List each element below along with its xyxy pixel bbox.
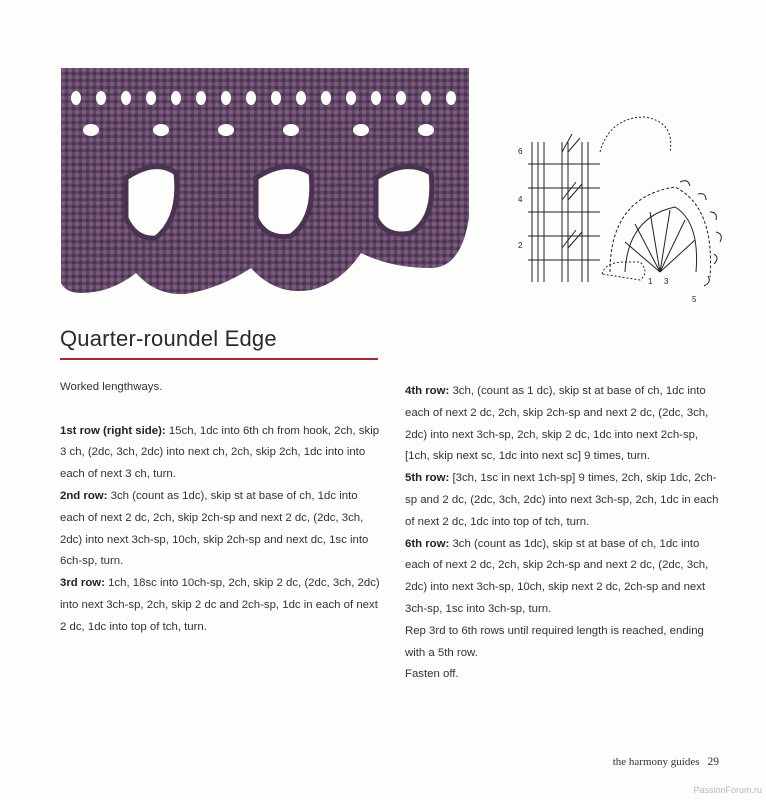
pattern-title: Quarter-roundel Edge xyxy=(60,326,277,351)
guide-name: the harmony guides xyxy=(612,756,700,768)
row-instruction xyxy=(60,486,380,573)
row-instruction xyxy=(405,468,725,533)
row-instruction xyxy=(60,573,380,638)
page-footer xyxy=(613,756,719,768)
row-text: 3ch (count as 1dc), skip st at base of ch, 1dc into each of next 2 dc, 2ch, skip 2ch-sp and next 2 dc, (2dc, 3ch, 2dc) into next 3ch-sp, 10ch, skip 2ch-sp and next dc, 1sc into 6ch-sp, turn. xyxy=(60,489,369,568)
crochet-sample-photo xyxy=(61,68,469,300)
crochet-symbol-chart xyxy=(510,112,736,308)
watermark: PassionForum.ru xyxy=(693,785,762,795)
row-text: 3ch (count as 1dc), skip st at base of ch, 1dc into each of next 2 dc, 2ch, skip 2ch-sp and next 2 dc, (2dc, 3ch, 2dc) into next 3ch-sp, 10ch, skip next 2 dc, 2ch-sp and next 3ch-sp, 1sc into 3ch-sp, turn. xyxy=(405,537,709,615)
row-label: 5th row: xyxy=(405,472,450,485)
page-number: 29 xyxy=(707,756,719,768)
row-text: 1ch, 18sc into 10ch-sp, 2ch, skip 2 dc, (2dc, 3ch, 2dc) into next 3ch-sp, 2ch, skip 2 dc and 2ch-sp, 1dc in each of next 2 dc, 1dc into top of tch, turn. xyxy=(60,577,380,633)
instructions-right-column xyxy=(405,381,725,686)
chart-row-1: 1 xyxy=(648,277,653,286)
row-label: 4th row: xyxy=(405,385,450,397)
chart-row-3: 3 xyxy=(664,277,669,286)
row-instruction xyxy=(405,534,725,621)
chart-row-2: 2 xyxy=(518,241,523,250)
chart-row-4: 4 xyxy=(518,195,523,204)
row-instruction xyxy=(60,421,380,486)
instructions-left-column xyxy=(60,377,380,639)
row-label: 6th row: xyxy=(405,537,450,550)
row-label: 2nd row: xyxy=(60,489,108,502)
repeat-instruction: Rep 3rd to 6th rows until required length is reached, ending with a 5th row. xyxy=(405,624,704,659)
row-label: 1st row (right side): xyxy=(60,424,166,437)
chart-row-5: 5 xyxy=(692,295,697,304)
row-text: [3ch, 1sc in next 1ch-sp] 9 times, 2ch, skip 1dc, 2ch-sp and 2 dc, (2dc, 3ch, 2dc) into next 3ch-sp, 2ch, 1dc in each of next 2 dc, 1dc into top of tch, turn. xyxy=(405,472,719,528)
row-text: 3ch, (count as 1 dc), skip st at base of ch, 1dc into each of next 2 dc, 2ch, skip 2ch-sp and next 2 dc, (2dc, 3ch, 2dc) into next 3ch-sp, 2ch, skip 2 dc, 1dc into next 2ch-sp, [1ch, skip next sc, 1dc into next sc] 9 times, turn. xyxy=(405,385,709,463)
row-instruction xyxy=(405,381,725,468)
intro-text: Worked lengthways. xyxy=(60,381,163,393)
row-text: 15ch, 1dc into 6th ch from hook, 2ch, skip 3 ch, (2dc, 3ch, 2dc) into next ch, 2ch, skip 2ch, 1dc into into each of next 3 ch, turn. xyxy=(60,424,380,481)
chart-row-6: 6 xyxy=(518,147,523,156)
row-label: 3rd row: xyxy=(60,577,105,590)
fasten-off-instruction: Fasten off. xyxy=(405,668,459,681)
title-rule xyxy=(60,358,378,360)
